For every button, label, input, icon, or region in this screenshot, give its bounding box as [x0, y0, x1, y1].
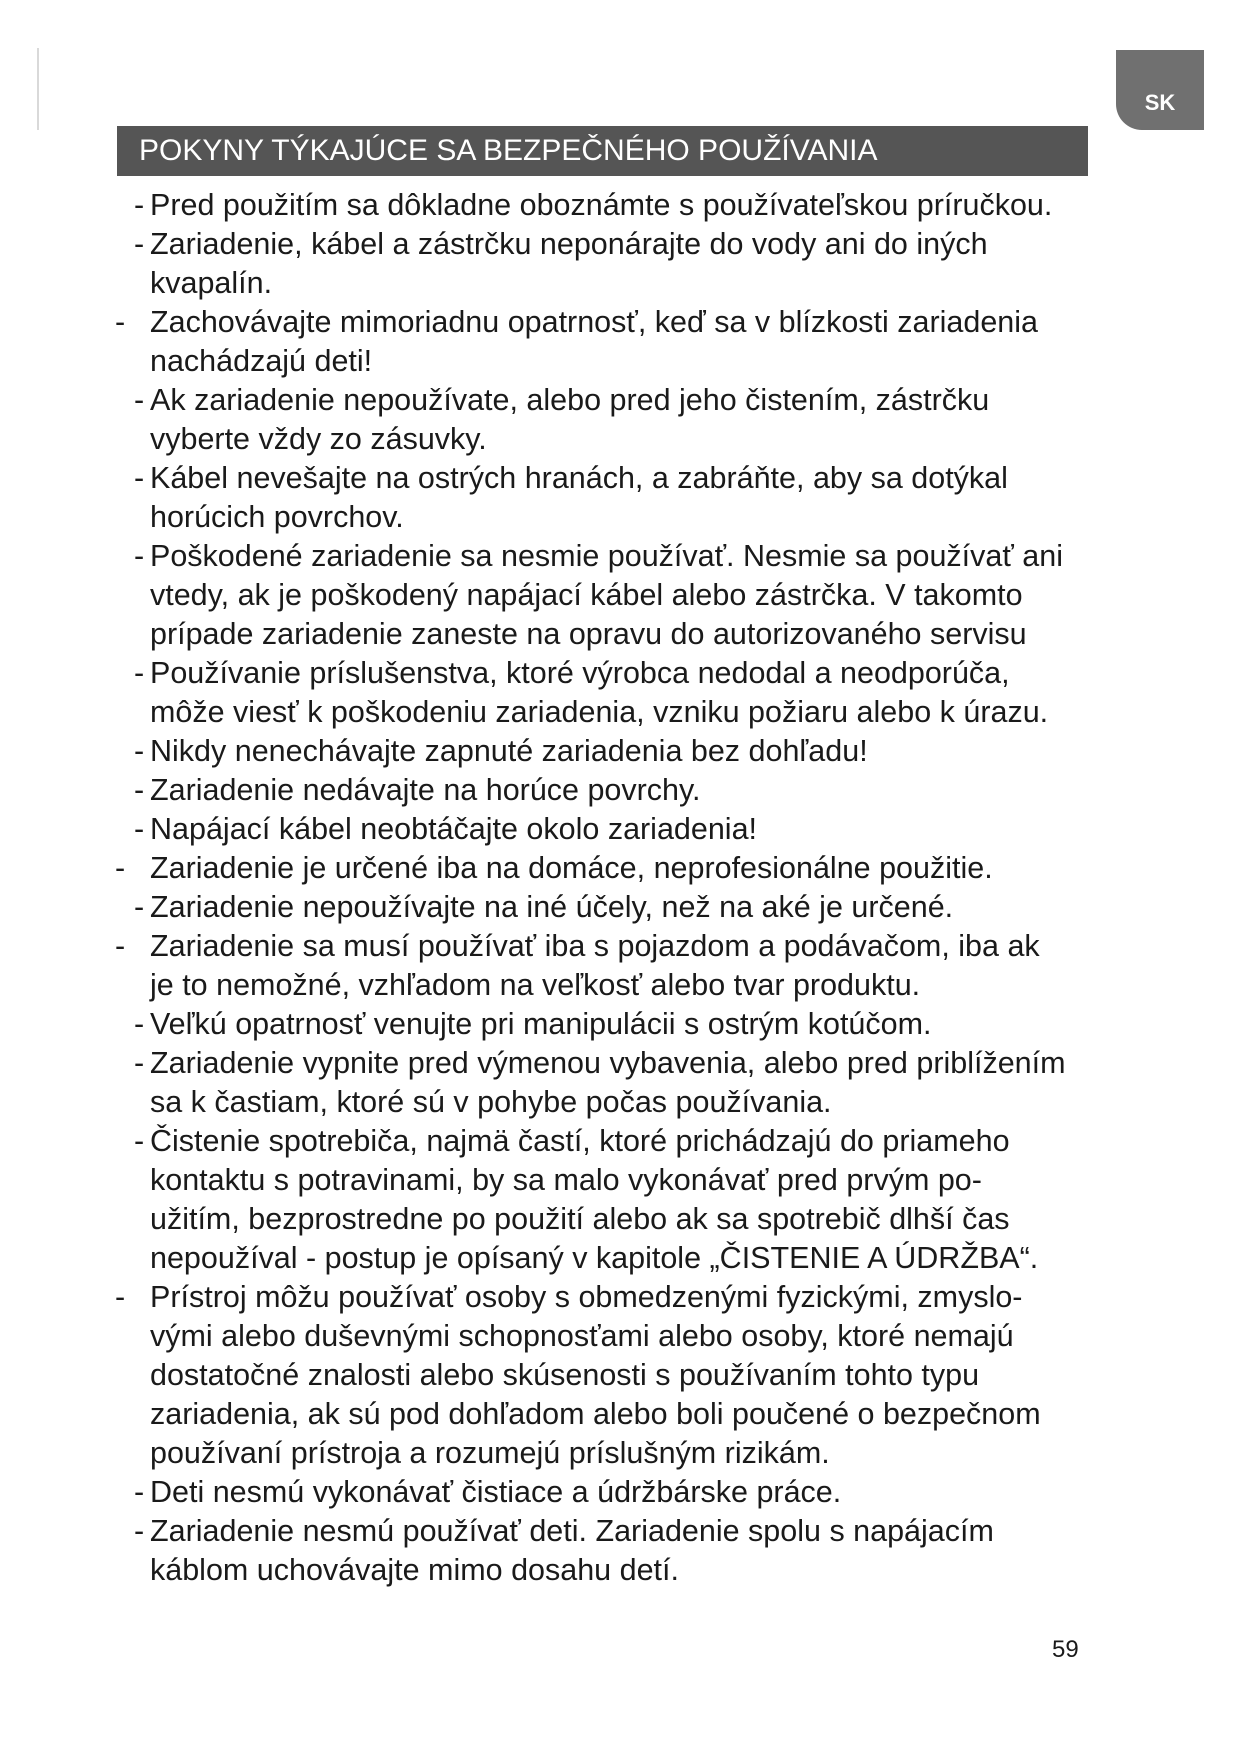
list-item [110, 654, 1130, 732]
list-item [110, 537, 1130, 654]
list-item-line: je to nemožné, vzhľadom na veľkosť alebo tvar produktu. [150, 968, 921, 1002]
list-item-line: prípade zariadenie zaneste na opravu do autorizovaného servisu [150, 617, 1027, 651]
list-item-line: Zariadenie nedávajte na horúce povrchy. [150, 773, 701, 807]
list-item-line: Používanie príslušenstva, ktoré výrobca nedodal a neodporúča, [150, 656, 1010, 690]
list-item [110, 225, 1130, 303]
list-item-line: môže viesť k poškodeniu zariadenia, vzniku požiaru alebo k úrazu. [150, 695, 1049, 729]
bullet-dash: - [134, 383, 145, 417]
list-item-line: Zariadenie nepoužívajte na iné účely, než na aké je určené. [150, 890, 954, 924]
list-item-line: vými alebo duševnými schopnosťami alebo osoby, ktoré nemajú [150, 1319, 1014, 1353]
language-tab [1116, 50, 1204, 130]
list-item-line: nachádzajú deti! [150, 344, 373, 378]
page-number: 59 [1052, 1636, 1079, 1663]
list-item-line: Zariadenie, kábel a zástrčku neponárajte do vody ani do iných [150, 227, 988, 261]
list-item-line: Zachovávajte mimoriadnu opatrnosť, keď sa v blízkosti zariadenia [150, 305, 1038, 339]
list-item-line: Nikdy nenechávajte zapnuté zariadenia bez dohľadu! [150, 734, 868, 768]
language-tab-label: SK [1144, 90, 1176, 115]
list-item [110, 849, 1130, 888]
bullet-dash: - [134, 656, 145, 690]
bullet-dash: - [134, 188, 145, 222]
list-item-line: Deti nesmú vykonávať čistiace a údržbárske práce. [150, 1475, 842, 1509]
list-item [110, 1473, 1130, 1512]
bullet-dash: - [134, 1475, 145, 1509]
list-item-line: kvapalín. [150, 266, 273, 300]
bullet-dash: - [134, 1514, 145, 1548]
list-item [110, 1512, 1130, 1590]
bullet-dash: - [134, 734, 145, 768]
bullet-dash: - [134, 1124, 145, 1158]
list-item [110, 381, 1130, 459]
list-item [110, 927, 1130, 1005]
list-item-line: Kábel nevešajte na ostrých hranách, a zabráňte, aby sa dotýkal [150, 461, 1008, 495]
list-item-line: Zariadenie vypnite pred výmenou vybavenia, alebo pred priblížením [150, 1046, 1066, 1080]
safety-instructions-list [110, 186, 1130, 1590]
list-item-line: Veľkú opatrnosť venujte pri manipulácii s ostrým kotúčom. [150, 1007, 932, 1041]
list-item [110, 1278, 1130, 1473]
list-item [110, 186, 1130, 225]
bullet-dash: - [134, 461, 145, 495]
list-item [110, 459, 1130, 537]
list-item [110, 303, 1130, 381]
bullet-dash: - [134, 227, 145, 261]
list-item-line: vtedy, ak je poškodený napájací kábel alebo zástrčka. V takomto [150, 578, 1023, 612]
list-item-line: sa k častiam, ktoré sú v pohybe počas používania. [150, 1085, 832, 1119]
list-item-line: Ak zariadenie nepoužívate, alebo pred jeho čistením, zástrčku [150, 383, 990, 417]
page-edge-divider [37, 48, 39, 130]
list-item-line: Zariadenie sa musí používať iba s pojazdom a podávačom, iba ak [150, 929, 1040, 963]
list-item [110, 1044, 1130, 1122]
list-item-line: Zariadenie nesmú používať deti. Zariadenie spolu s napájacím [150, 1514, 994, 1548]
list-item-line: kontaktu s potravinami, by sa malo vykonávať pred prvým po- [150, 1163, 982, 1197]
bullet-dash: - [115, 851, 126, 885]
list-item-line: užitím, bezprostredne po použití alebo ak sa spotrebič dlhší čas [150, 1202, 1010, 1236]
list-item-line: Napájací kábel neobtáčajte okolo zariadenia! [150, 812, 758, 846]
list-item [110, 888, 1130, 927]
bullet-dash: - [134, 539, 145, 573]
list-item-line: Prístroj môžu používať osoby s obmedzenými fyzickými, zmyslo- [150, 1280, 1023, 1314]
list-item-line: nepoužíval - postup je opísaný v kapitole „ČISTENIE A ÚDRŽBA“. [150, 1241, 1039, 1275]
bullet-dash: - [134, 1007, 145, 1041]
list-item-line: horúcich povrchov. [150, 500, 404, 534]
list-item-line: Zariadenie je určené iba na domáce, neprofesionálne použitie. [150, 851, 993, 885]
list-item-line: používaní prístroja a rozumejú príslušným rizikám. [150, 1436, 830, 1470]
section-title-bar [117, 126, 1088, 176]
list-item-line: Poškodené zariadenie sa nesmie používať. Nesmie sa používať ani [150, 539, 1063, 573]
bullet-dash: - [134, 773, 145, 807]
list-item-line: Pred použitím sa dôkladne oboznámte s používateľskou príručkou. [150, 188, 1053, 222]
list-item-line: zariadenia, ak sú pod dohľadom alebo boli poučené o bezpečnom [150, 1397, 1041, 1431]
bullet-dash: - [115, 929, 126, 963]
bullet-dash: - [134, 812, 145, 846]
list-item-line: Čistenie spotrebiča, najmä častí, ktoré prichádzajú do priameho [150, 1124, 1010, 1158]
list-item-line: káblom uchovávajte mimo dosahu detí. [150, 1553, 679, 1587]
bullet-dash: - [115, 305, 126, 339]
list-item [110, 810, 1130, 849]
list-item-line: dostatočné znalosti alebo skúsenosti s používaním tohto typu [150, 1358, 980, 1392]
list-item [110, 771, 1130, 810]
list-item [110, 1122, 1130, 1278]
list-item [110, 732, 1130, 771]
bullet-dash: - [115, 1280, 126, 1314]
list-item [110, 1005, 1130, 1044]
section-title: POKYNY TÝKAJÚCE SA BEZPEČNÉHO POUŽÍVANIA [139, 134, 878, 167]
bullet-dash: - [134, 890, 145, 924]
bullet-dash: - [134, 1046, 145, 1080]
list-item-line: vyberte vždy zo zásuvky. [150, 422, 487, 456]
